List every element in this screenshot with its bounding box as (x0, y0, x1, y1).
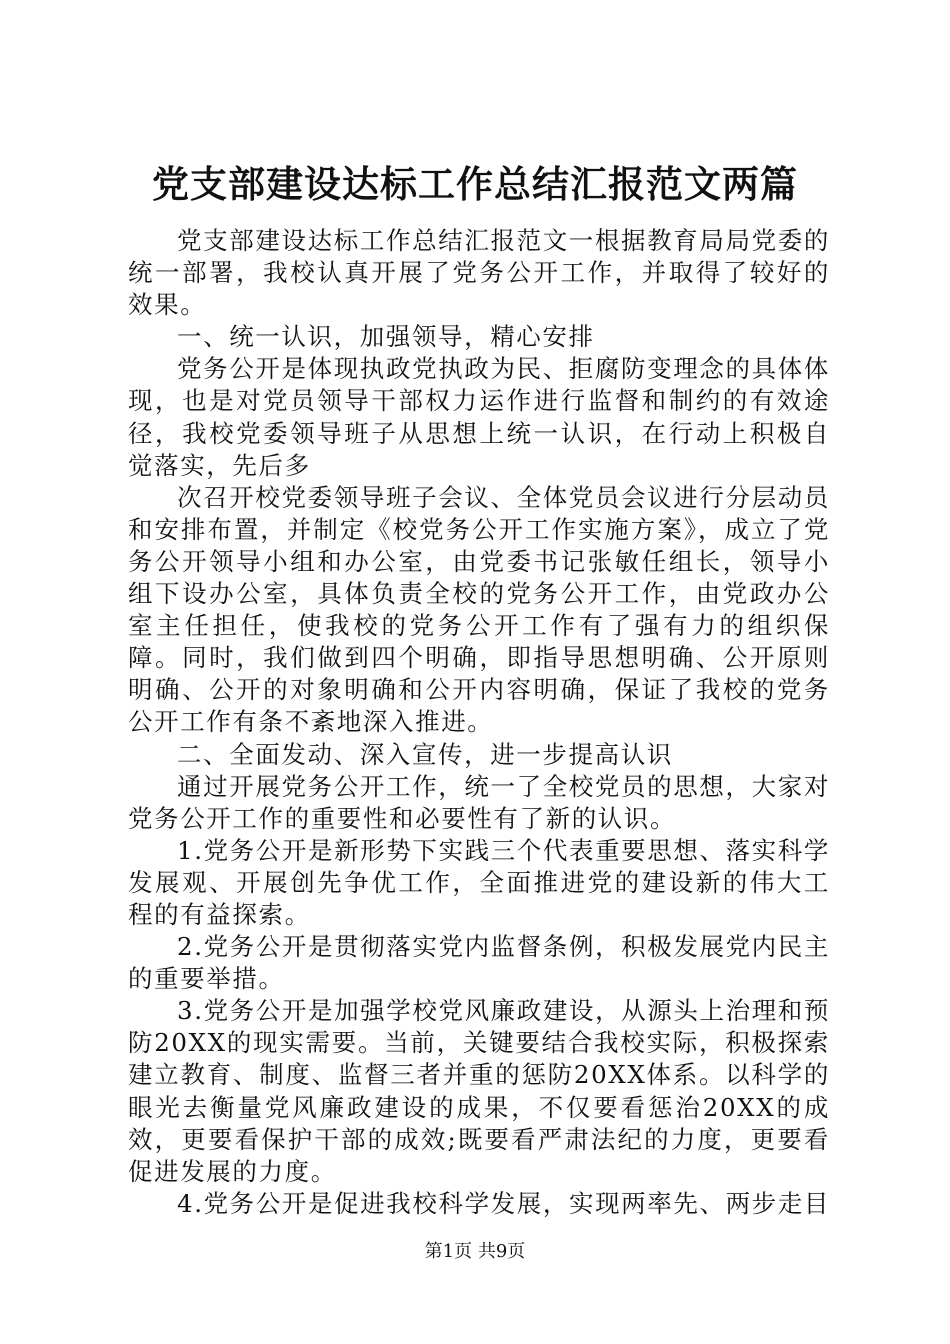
list-item-1: 1.党务公开是新形势下实践三个代表重要思想、落实科学发展观、开展创先争优工作，全面推进党的建设新的伟大工程的有益探索。 (128, 835, 830, 929)
paragraph: 党务公开是体现执政党执政为民、拒腐防变理念的具体体现，也是对党员领导干部权力运作进行监督和制约的有效途径，我校党委领导班子从思想上统一认识，在行动上积极自觉落实，先后多 (128, 354, 830, 480)
document-title: 党支部建设达标工作总结汇报范文两篇 (152, 162, 798, 206)
document-body (128, 225, 830, 1220)
paragraph-intro: 党支部建设达标工作总结汇报范文一根据教育局局党委的统一部署，我校认真开展了党务公开工作，并取得了较好的效果。 (128, 226, 830, 320)
list-item-3: 3.党务公开是加强学校党风廉政建设，从源头上治理和预防20XX的现实需要。当前，关键要结合我校实际，积极探索建立教育、制度、监督三者并重的惩防20XX体系。以科学的眼光去衡量党风廉政建设的成果，不仅要看惩治20XX的成效，更要看保护干部的成效;既要看严肃法纪的力度，更要看促进发展的力度。 (128, 996, 830, 1186)
section-heading-2: 二、全面发动、深入宣传，进一步提高认识 (177, 739, 673, 769)
paragraph: 通过开展党务公开工作，统一了全校党员的思想，大家对党务公开工作的重要性和必要性有了新的认识。 (128, 771, 830, 833)
list-item-4: 4.党务公开是促进我校科学发展，实现两率先、两步走目 (177, 1188, 830, 1218)
page-number-footer: 第1页 共9页 (424, 1241, 526, 1262)
paragraph: 次召开校党委领导班子会议、全体党员会议进行分层动员和安排布置，并制定《校党务公开工作实施方案》，成立了党务公开领导小组和办公室，由党委书记张敏任组长，领导小组下设办公室，具体负责全校的党务公开工作，由党政办公室主任担任，使我校的党务公开工作有了强有力的组织保障。同时，我们做到四个明确，即指导思想明确、公开原则明确、公开的对象明确和公开内容明确，保证了我校的党务公开工作有条不紊地深入推进。 (128, 482, 830, 737)
section-heading-1: 一、统一认识，加强领导，精心安排 (177, 322, 595, 352)
list-item-2: 2.党务公开是贯彻落实党内监督条例，积极发展党内民主的重要举措。 (128, 932, 830, 994)
